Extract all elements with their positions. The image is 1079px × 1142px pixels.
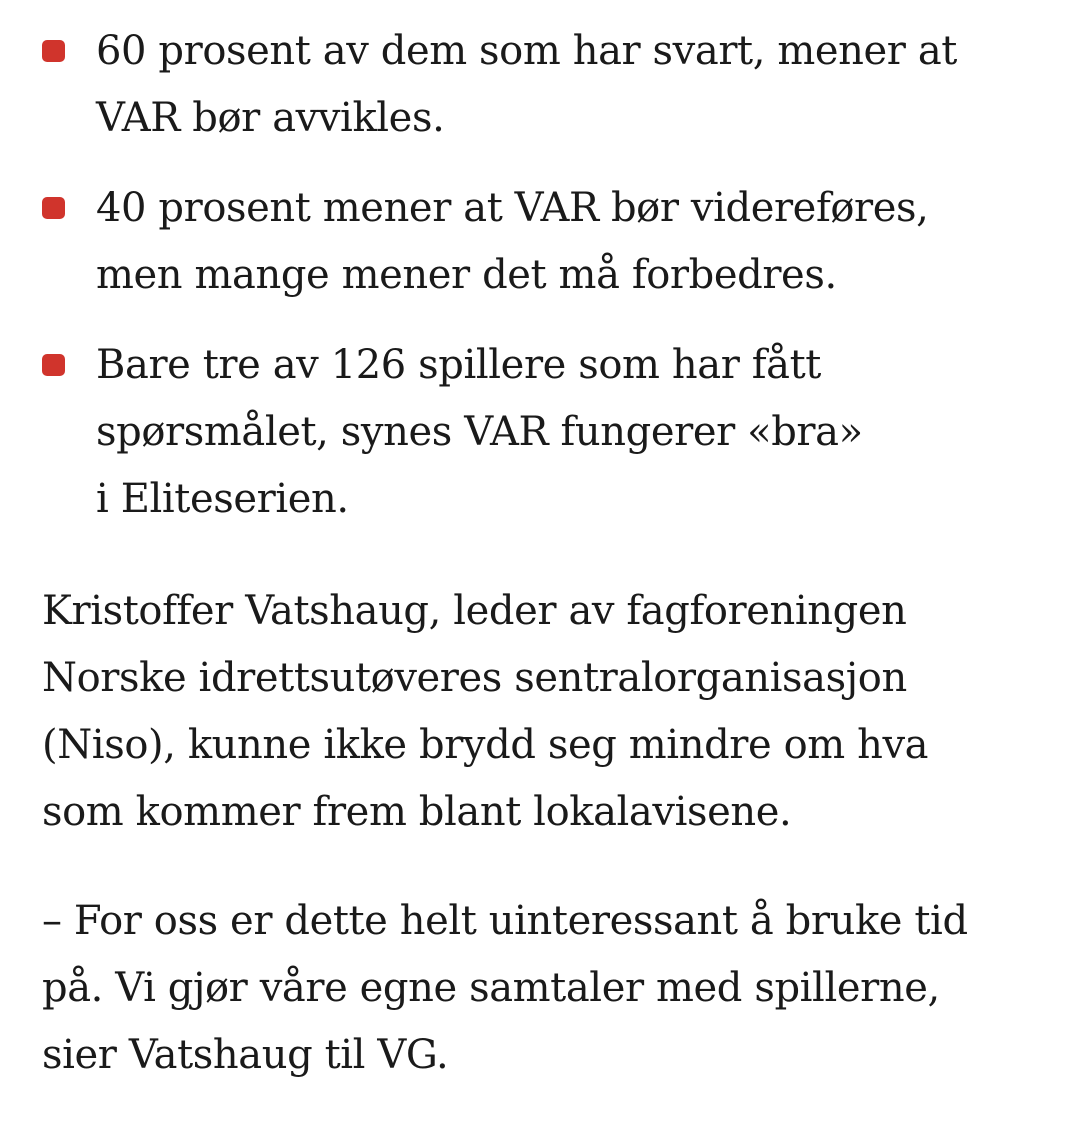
paragraph-line: Kristoffer Vatshaug, leder av fagforeningen bbox=[42, 588, 907, 634]
bullet-line: 60 prosent av dem som har svart, mener at bbox=[96, 28, 957, 74]
paragraph-niso bbox=[42, 578, 1052, 846]
bullet-line: Bare tre av 126 spillere som har fått bbox=[96, 342, 821, 388]
paragraph-line: som kommer frem blant lokalavisene. bbox=[42, 789, 792, 835]
bullet-square-icon bbox=[42, 197, 65, 219]
bullet-list bbox=[42, 18, 1052, 533]
paragraph-line: (Niso), kunne ikke brydd seg mindre om hva bbox=[42, 722, 929, 768]
bullet-line: 40 prosent mener at VAR bør videreføres, bbox=[96, 185, 929, 231]
paragraph-line: på. Vi gjør våre egne samtaler med spillerne, bbox=[42, 965, 940, 1011]
article-body bbox=[42, 18, 1052, 1089]
bullet-square-icon bbox=[42, 40, 65, 62]
paragraph-line: sier Vatshaug til VG. bbox=[42, 1032, 449, 1078]
bullet-line: i Eliteserien. bbox=[96, 476, 349, 522]
bullet-item bbox=[42, 332, 1052, 533]
bullet-line: VAR bør avvikles. bbox=[96, 95, 445, 141]
paragraph-line: – For oss er dette helt uinteressant å bruke tid bbox=[42, 898, 968, 944]
bullet-item bbox=[42, 18, 1052, 152]
bullet-line: spørsmålet, synes VAR fungerer «bra» bbox=[96, 409, 863, 455]
paragraph-quote bbox=[42, 888, 1052, 1089]
bullet-line: men mange mener det må forbedres. bbox=[96, 252, 837, 298]
bullet-item bbox=[42, 175, 1052, 309]
paragraph-line: Norske idrettsutøveres sentralorganisasjon bbox=[42, 655, 907, 701]
bullet-square-icon bbox=[42, 354, 65, 376]
